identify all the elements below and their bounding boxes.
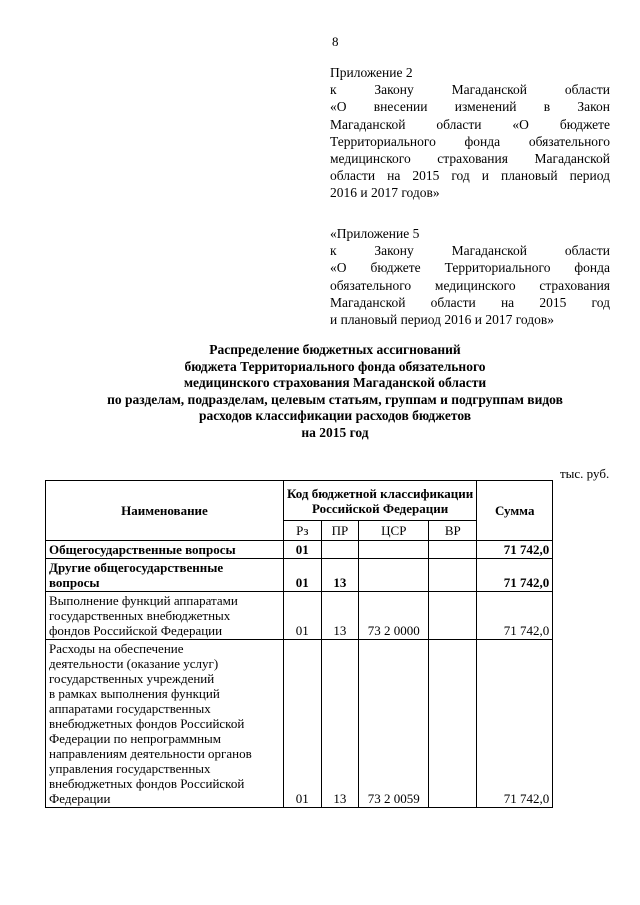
row-name-line: фондов Российской Федерации <box>49 623 223 638</box>
row-name-line: внебюджетных фондов Российской <box>49 776 245 791</box>
row-name-line: в рамках выполнения функций <box>49 686 220 701</box>
header-pr: ПР <box>321 521 359 541</box>
appendix-line: области на 2015 год и плановый период <box>330 168 610 184</box>
appendix-line: обязательного медицинского страхования <box>330 277 610 293</box>
row-name-line: государственных внебюджетных <box>49 608 231 623</box>
header-name: Наименование <box>46 481 284 541</box>
row-rz: 01 <box>284 640 322 808</box>
table-row <box>46 559 553 592</box>
title-line: на 2015 год <box>301 424 369 440</box>
appendix-line: «Приложение 5 <box>330 226 420 241</box>
header-vr: ВР <box>429 521 477 541</box>
row-name <box>46 640 284 808</box>
appendix-line: «О бюджете Территориального фонда <box>330 260 610 276</box>
header-code-line: Российской Федерации <box>311 500 449 516</box>
appendix-line: «О внесении изменений в Закон <box>330 99 610 115</box>
row-rz: 01 <box>284 592 322 640</box>
row-name-line: управления государственных <box>49 761 211 776</box>
row-vr <box>429 541 477 559</box>
appendix-line: медицинского страхования Магаданской <box>330 151 610 167</box>
appendix-line: к Закону Магаданской области <box>330 243 610 259</box>
row-sum: 71 742,0 <box>477 640 553 808</box>
row-sum: 71 742,0 <box>477 559 553 592</box>
row-rz: 01 <box>284 541 322 559</box>
appendix-line: Территориального фонда обязательного <box>330 133 610 149</box>
appendix-5-reference <box>330 225 610 328</box>
row-name-line: Федерации по непрограммным <box>49 731 222 746</box>
header-rz: Рз <box>284 521 322 541</box>
title-line: медицинского страхования Магаданской области <box>183 375 487 391</box>
appendix-line: Магаданской области на 2015 год <box>330 294 610 310</box>
row-name <box>46 592 284 640</box>
row-name-line: вопросы <box>49 575 100 590</box>
row-name-line: государственных учреждений <box>49 671 215 686</box>
document-title <box>40 342 630 442</box>
row-csr: 73 2 0000 <box>359 592 429 640</box>
row-name-line: Выполнение функций аппаратами <box>49 593 238 608</box>
header-sum: Сумма <box>477 481 553 541</box>
row-name-line: направлениям деятельности органов <box>49 746 252 761</box>
row-name <box>46 541 284 559</box>
header-code-line: Код бюджетной классификации <box>287 485 474 501</box>
row-pr <box>321 541 359 559</box>
header-code-group <box>284 481 477 521</box>
row-csr: 73 2 0059 <box>359 640 429 808</box>
title-line: бюджета Территориального фонда обязательного <box>184 358 486 374</box>
row-pr: 13 <box>321 592 359 640</box>
row-name-line: Федерации <box>49 791 111 806</box>
row-sum: 71 742,0 <box>477 592 553 640</box>
table-row <box>46 640 553 808</box>
budget-table <box>45 480 553 808</box>
row-name-line: аппаратами государственных <box>49 701 211 716</box>
row-name-line: деятельности (оказание услуг) <box>49 656 219 671</box>
table-row <box>46 592 553 640</box>
table-row <box>46 541 553 559</box>
title-line: по разделам, подразделам, целевым статьям, группам и подгруппам видов <box>107 391 563 407</box>
appendix-line: Приложение 2 <box>330 65 413 80</box>
row-name-line: внебюджетных фондов Российской <box>49 716 245 731</box>
row-name <box>46 559 284 592</box>
appendix-line: Магаданской области «О бюджете <box>330 116 610 132</box>
page-number: 8 <box>332 34 339 49</box>
row-name-line: Другие общегосударственные <box>49 560 224 575</box>
appendix-line: 2016 и 2017 годов» <box>330 185 440 201</box>
row-vr <box>429 592 477 640</box>
row-csr <box>359 559 429 592</box>
row-name-line: Расходы на обеспечение <box>49 641 184 656</box>
title-line: Распределение бюджетных ассигнований <box>209 342 461 357</box>
row-vr <box>429 559 477 592</box>
appendix-line: и плановый период 2016 и 2017 годов» <box>330 312 555 328</box>
table-header-row <box>46 481 553 521</box>
row-rz: 01 <box>284 559 322 592</box>
row-sum: 71 742,0 <box>477 541 553 559</box>
header-csr: ЦСР <box>359 521 429 541</box>
row-pr: 13 <box>321 640 359 808</box>
units-label: тыс. руб. <box>560 466 610 481</box>
row-csr <box>359 541 429 559</box>
row-vr <box>429 640 477 808</box>
row-name-line: Общегосударственные вопросы <box>49 542 236 557</box>
title-line: расходов классификации расходов бюджетов <box>198 408 472 424</box>
appendix-2-reference <box>330 64 610 202</box>
row-pr: 13 <box>321 559 359 592</box>
appendix-line: к Закону Магаданской области <box>330 82 610 98</box>
